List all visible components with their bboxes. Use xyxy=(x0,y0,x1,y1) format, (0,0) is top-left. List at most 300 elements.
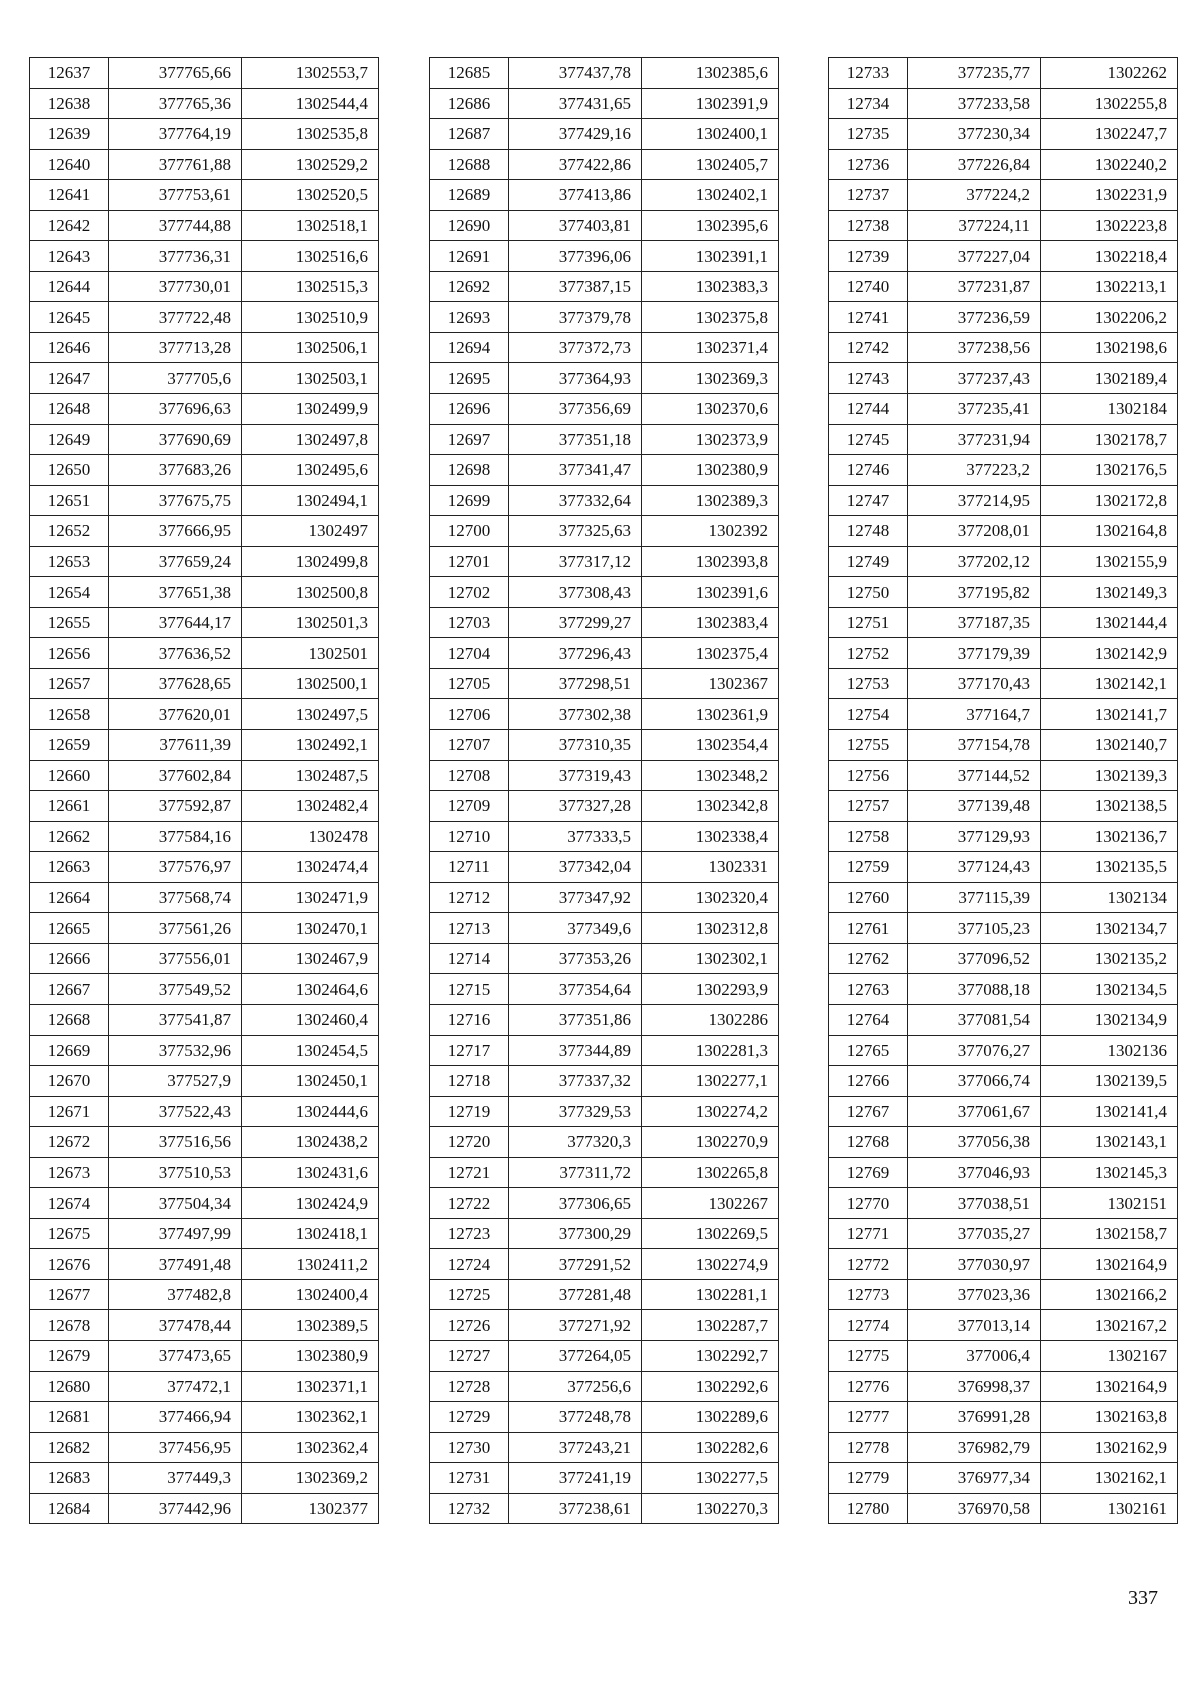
x-coordinate-cell: 377129,93 xyxy=(908,821,1041,852)
point-number-cell: 12780 xyxy=(829,1493,908,1524)
table-row xyxy=(30,88,379,119)
point-number-cell: 12676 xyxy=(30,1249,109,1280)
y-coordinate-cell: 1302139,5 xyxy=(1041,1066,1178,1097)
y-coordinate-cell: 1302231,9 xyxy=(1041,180,1178,211)
x-coordinate-cell: 377584,16 xyxy=(109,821,242,852)
point-number-cell: 12648 xyxy=(30,394,109,425)
point-number-cell: 12688 xyxy=(430,149,509,180)
point-number-cell: 12750 xyxy=(829,577,908,608)
x-coordinate-cell: 377651,38 xyxy=(109,577,242,608)
point-number-cell: 12677 xyxy=(30,1279,109,1310)
x-coordinate-cell: 376977,34 xyxy=(908,1463,1041,1494)
x-coordinate-cell: 377576,97 xyxy=(109,852,242,883)
table-row xyxy=(430,943,779,974)
y-coordinate-cell: 1302287,7 xyxy=(642,1310,779,1341)
y-coordinate-cell: 1302392 xyxy=(642,516,779,547)
point-number-cell: 12723 xyxy=(430,1218,509,1249)
point-number-cell: 12683 xyxy=(30,1463,109,1494)
point-number-cell: 12770 xyxy=(829,1188,908,1219)
x-coordinate-cell: 377076,27 xyxy=(908,1035,1041,1066)
point-number-cell: 12733 xyxy=(829,58,908,89)
y-coordinate-cell: 1302499,9 xyxy=(242,394,379,425)
point-number-cell: 12672 xyxy=(30,1127,109,1158)
y-coordinate-cell: 1302274,9 xyxy=(642,1249,779,1280)
y-coordinate-cell: 1302497,5 xyxy=(242,699,379,730)
point-number-cell: 12652 xyxy=(30,516,109,547)
y-coordinate-cell: 1302166,2 xyxy=(1041,1279,1178,1310)
table-row xyxy=(30,607,379,638)
table-row xyxy=(829,1340,1178,1371)
point-number-cell: 12743 xyxy=(829,363,908,394)
table-row xyxy=(430,1371,779,1402)
y-coordinate-cell: 1302400,4 xyxy=(242,1279,379,1310)
y-coordinate-cell: 1302135,2 xyxy=(1041,943,1178,974)
point-number-cell: 12644 xyxy=(30,271,109,302)
point-number-cell: 12767 xyxy=(829,1096,908,1127)
point-number-cell: 12705 xyxy=(430,668,509,699)
table-row xyxy=(430,760,779,791)
table-row xyxy=(430,699,779,730)
point-number-cell: 12758 xyxy=(829,821,908,852)
y-coordinate-cell: 1302293,9 xyxy=(642,974,779,1005)
table-row xyxy=(430,332,779,363)
table-row xyxy=(829,119,1178,150)
y-coordinate-cell: 1302418,1 xyxy=(242,1218,379,1249)
y-coordinate-cell: 1302138,5 xyxy=(1041,791,1178,822)
x-coordinate-cell: 377491,48 xyxy=(109,1249,242,1280)
table-row xyxy=(430,424,779,455)
point-number-cell: 12755 xyxy=(829,730,908,761)
table-row xyxy=(829,149,1178,180)
table-row xyxy=(829,1310,1178,1341)
x-coordinate-cell: 377396,06 xyxy=(509,241,642,272)
y-coordinate-cell: 1302371,4 xyxy=(642,332,779,363)
table-row xyxy=(30,638,379,669)
x-coordinate-cell: 377761,88 xyxy=(109,149,242,180)
point-number-cell: 12663 xyxy=(30,852,109,883)
x-coordinate-cell: 377527,9 xyxy=(109,1066,242,1097)
table-row xyxy=(829,424,1178,455)
table-row xyxy=(430,607,779,638)
point-number-cell: 12662 xyxy=(30,821,109,852)
y-coordinate-cell: 1302503,1 xyxy=(242,363,379,394)
x-coordinate-cell: 377644,17 xyxy=(109,607,242,638)
y-coordinate-cell: 1302223,8 xyxy=(1041,210,1178,241)
y-coordinate-cell: 1302495,6 xyxy=(242,455,379,486)
table-row xyxy=(30,241,379,272)
point-number-cell: 12714 xyxy=(430,943,509,974)
y-coordinate-cell: 1302139,3 xyxy=(1041,760,1178,791)
table-row xyxy=(829,699,1178,730)
y-coordinate-cell: 1302164,8 xyxy=(1041,516,1178,547)
x-coordinate-cell: 377636,52 xyxy=(109,638,242,669)
x-coordinate-cell: 377522,43 xyxy=(109,1096,242,1127)
x-coordinate-cell: 377387,15 xyxy=(509,271,642,302)
table-row xyxy=(430,1188,779,1219)
table-row xyxy=(829,668,1178,699)
y-coordinate-cell: 1302520,5 xyxy=(242,180,379,211)
y-coordinate-cell: 1302302,1 xyxy=(642,943,779,974)
y-coordinate-cell: 1302142,1 xyxy=(1041,668,1178,699)
x-coordinate-cell: 377753,61 xyxy=(109,180,242,211)
y-coordinate-cell: 1302289,6 xyxy=(642,1402,779,1433)
point-number-cell: 12728 xyxy=(430,1371,509,1402)
point-number-cell: 12768 xyxy=(829,1127,908,1158)
table-row xyxy=(829,1157,1178,1188)
x-coordinate-cell: 377096,52 xyxy=(908,943,1041,974)
point-number-cell: 12759 xyxy=(829,852,908,883)
table-row xyxy=(430,180,779,211)
y-coordinate-cell: 1302464,6 xyxy=(242,974,379,1005)
y-coordinate-cell: 1302184 xyxy=(1041,394,1178,425)
point-number-cell: 12762 xyxy=(829,943,908,974)
x-coordinate-cell: 377237,43 xyxy=(908,363,1041,394)
x-coordinate-cell: 377319,43 xyxy=(509,760,642,791)
x-coordinate-cell: 377187,35 xyxy=(908,607,1041,638)
y-coordinate-cell: 1302164,9 xyxy=(1041,1371,1178,1402)
y-coordinate-cell: 1302389,3 xyxy=(642,485,779,516)
x-coordinate-cell: 377088,18 xyxy=(908,974,1041,1005)
x-coordinate-cell: 377179,39 xyxy=(908,638,1041,669)
table-row xyxy=(430,1004,779,1035)
point-number-cell: 12748 xyxy=(829,516,908,547)
point-number-cell: 12706 xyxy=(430,699,509,730)
y-coordinate-cell: 1302136 xyxy=(1041,1035,1178,1066)
table-row xyxy=(30,1340,379,1371)
x-coordinate-cell: 377327,28 xyxy=(509,791,642,822)
point-number-cell: 12747 xyxy=(829,485,908,516)
x-coordinate-cell: 377349,6 xyxy=(509,913,642,944)
x-coordinate-cell: 377124,43 xyxy=(908,852,1041,883)
y-coordinate-cell: 1302400,1 xyxy=(642,119,779,150)
y-coordinate-cell: 1302371,1 xyxy=(242,1371,379,1402)
point-number-cell: 12685 xyxy=(430,58,509,89)
y-coordinate-cell: 1302142,9 xyxy=(1041,638,1178,669)
point-number-cell: 12665 xyxy=(30,913,109,944)
y-coordinate-cell: 1302140,7 xyxy=(1041,730,1178,761)
point-number-cell: 12684 xyxy=(30,1493,109,1524)
x-coordinate-cell: 377705,6 xyxy=(109,363,242,394)
point-number-cell: 12702 xyxy=(430,577,509,608)
point-number-cell: 12771 xyxy=(829,1218,908,1249)
point-number-cell: 12766 xyxy=(829,1066,908,1097)
y-coordinate-cell: 1302529,2 xyxy=(242,149,379,180)
point-number-cell: 12655 xyxy=(30,607,109,638)
x-coordinate-cell: 377666,95 xyxy=(109,516,242,547)
point-number-cell: 12693 xyxy=(430,302,509,333)
y-coordinate-cell: 1302431,6 xyxy=(242,1157,379,1188)
point-number-cell: 12667 xyxy=(30,974,109,1005)
point-number-cell: 12690 xyxy=(430,210,509,241)
table-row xyxy=(829,577,1178,608)
point-number-cell: 12645 xyxy=(30,302,109,333)
y-coordinate-cell: 1302281,3 xyxy=(642,1035,779,1066)
x-coordinate-cell: 377320,3 xyxy=(509,1127,642,1158)
x-coordinate-cell: 377431,65 xyxy=(509,88,642,119)
x-coordinate-cell: 377081,54 xyxy=(908,1004,1041,1035)
table-row xyxy=(829,1249,1178,1280)
x-coordinate-cell: 377561,26 xyxy=(109,913,242,944)
x-coordinate-cell: 377473,65 xyxy=(109,1340,242,1371)
y-coordinate-cell: 1302282,6 xyxy=(642,1432,779,1463)
point-number-cell: 12754 xyxy=(829,699,908,730)
point-number-cell: 12727 xyxy=(430,1340,509,1371)
x-coordinate-cell: 377230,34 xyxy=(908,119,1041,150)
table-row xyxy=(430,302,779,333)
x-coordinate-cell: 377248,78 xyxy=(509,1402,642,1433)
table-row xyxy=(430,1279,779,1310)
point-number-cell: 12637 xyxy=(30,58,109,89)
point-number-cell: 12749 xyxy=(829,546,908,577)
y-coordinate-cell: 1302286 xyxy=(642,1004,779,1035)
table-row xyxy=(430,730,779,761)
x-coordinate-cell: 377683,26 xyxy=(109,455,242,486)
y-coordinate-cell: 1302395,6 xyxy=(642,210,779,241)
y-coordinate-cell: 1302178,7 xyxy=(1041,424,1178,455)
table-row xyxy=(829,241,1178,272)
y-coordinate-cell: 1302487,5 xyxy=(242,760,379,791)
point-number-cell: 12686 xyxy=(430,88,509,119)
table-row xyxy=(829,852,1178,883)
table-row xyxy=(430,974,779,1005)
x-coordinate-cell: 376998,37 xyxy=(908,1371,1041,1402)
point-number-cell: 12638 xyxy=(30,88,109,119)
table-row xyxy=(30,1035,379,1066)
y-coordinate-cell: 1302383,4 xyxy=(642,607,779,638)
y-coordinate-cell: 1302467,9 xyxy=(242,943,379,974)
point-number-cell: 12712 xyxy=(430,882,509,913)
y-coordinate-cell: 1302213,1 xyxy=(1041,271,1178,302)
point-number-cell: 12659 xyxy=(30,730,109,761)
table-row xyxy=(30,1279,379,1310)
y-coordinate-cell: 1302198,6 xyxy=(1041,332,1178,363)
x-coordinate-cell: 377353,26 xyxy=(509,943,642,974)
y-coordinate-cell: 1302206,2 xyxy=(1041,302,1178,333)
y-coordinate-cell: 1302391,6 xyxy=(642,577,779,608)
point-number-cell: 12765 xyxy=(829,1035,908,1066)
y-coordinate-cell: 1302240,2 xyxy=(1041,149,1178,180)
y-coordinate-cell: 1302369,3 xyxy=(642,363,779,394)
table-row xyxy=(829,821,1178,852)
x-coordinate-cell: 377744,88 xyxy=(109,210,242,241)
table-row xyxy=(30,1004,379,1035)
table-row xyxy=(430,394,779,425)
table-row xyxy=(30,882,379,913)
y-coordinate-cell: 1302141,4 xyxy=(1041,1096,1178,1127)
x-coordinate-cell: 377311,72 xyxy=(509,1157,642,1188)
y-coordinate-cell: 1302501,3 xyxy=(242,607,379,638)
x-coordinate-cell: 377227,04 xyxy=(908,241,1041,272)
table-row xyxy=(829,760,1178,791)
y-coordinate-cell: 1302492,1 xyxy=(242,730,379,761)
point-number-cell: 12689 xyxy=(430,180,509,211)
point-number-cell: 12639 xyxy=(30,119,109,150)
x-coordinate-cell: 377271,92 xyxy=(509,1310,642,1341)
point-number-cell: 12707 xyxy=(430,730,509,761)
table-row xyxy=(430,516,779,547)
table-row xyxy=(430,1493,779,1524)
point-number-cell: 12775 xyxy=(829,1340,908,1371)
y-coordinate-cell: 1302385,6 xyxy=(642,58,779,89)
y-coordinate-cell: 1302373,9 xyxy=(642,424,779,455)
table-row xyxy=(829,546,1178,577)
point-number-cell: 12732 xyxy=(430,1493,509,1524)
y-coordinate-cell: 1302267 xyxy=(642,1188,779,1219)
y-coordinate-cell: 1302500,8 xyxy=(242,577,379,608)
point-number-cell: 12668 xyxy=(30,1004,109,1035)
y-coordinate-cell: 1302506,1 xyxy=(242,332,379,363)
table-row xyxy=(829,1096,1178,1127)
point-number-cell: 12656 xyxy=(30,638,109,669)
y-coordinate-cell: 1302277,5 xyxy=(642,1463,779,1494)
x-coordinate-cell: 377241,19 xyxy=(509,1463,642,1494)
x-coordinate-cell: 377302,38 xyxy=(509,699,642,730)
y-coordinate-cell: 1302391,9 xyxy=(642,88,779,119)
table-row xyxy=(829,1432,1178,1463)
table-row xyxy=(30,1096,379,1127)
point-number-cell: 12703 xyxy=(430,607,509,638)
x-coordinate-cell: 377214,95 xyxy=(908,485,1041,516)
y-coordinate-cell: 1302338,4 xyxy=(642,821,779,852)
point-number-cell: 12730 xyxy=(430,1432,509,1463)
x-coordinate-cell: 377139,48 xyxy=(908,791,1041,822)
y-coordinate-cell: 1302136,7 xyxy=(1041,821,1178,852)
x-coordinate-cell: 377170,43 xyxy=(908,668,1041,699)
coordinate-table-1 xyxy=(29,57,379,1524)
x-coordinate-cell: 377231,87 xyxy=(908,271,1041,302)
x-coordinate-cell: 377291,52 xyxy=(509,1249,642,1280)
x-coordinate-cell: 377510,53 xyxy=(109,1157,242,1188)
x-coordinate-cell: 377224,2 xyxy=(908,180,1041,211)
table-row xyxy=(30,668,379,699)
table-row xyxy=(30,1371,379,1402)
table-row xyxy=(30,730,379,761)
y-coordinate-cell: 1302370,6 xyxy=(642,394,779,425)
table-row xyxy=(30,1402,379,1433)
y-coordinate-cell: 1302474,4 xyxy=(242,852,379,883)
table-row xyxy=(30,1432,379,1463)
point-number-cell: 12649 xyxy=(30,424,109,455)
x-coordinate-cell: 377115,39 xyxy=(908,882,1041,913)
x-coordinate-cell: 377764,19 xyxy=(109,119,242,150)
point-number-cell: 12735 xyxy=(829,119,908,150)
point-number-cell: 12674 xyxy=(30,1188,109,1219)
y-coordinate-cell: 1302383,3 xyxy=(642,271,779,302)
y-coordinate-cell: 1302167 xyxy=(1041,1340,1178,1371)
table-row xyxy=(30,1066,379,1097)
y-coordinate-cell: 1302164,9 xyxy=(1041,1249,1178,1280)
coordinate-table-3 xyxy=(828,57,1178,1524)
x-coordinate-cell: 377429,16 xyxy=(509,119,642,150)
y-coordinate-cell: 1302312,8 xyxy=(642,913,779,944)
table-row xyxy=(30,1218,379,1249)
point-number-cell: 12744 xyxy=(829,394,908,425)
table-row xyxy=(430,852,779,883)
y-coordinate-cell: 1302501 xyxy=(242,638,379,669)
y-coordinate-cell: 1302478 xyxy=(242,821,379,852)
table-row xyxy=(30,424,379,455)
point-number-cell: 12778 xyxy=(829,1432,908,1463)
point-number-cell: 12709 xyxy=(430,791,509,822)
y-coordinate-cell: 1302135,5 xyxy=(1041,852,1178,883)
x-coordinate-cell: 377035,27 xyxy=(908,1218,1041,1249)
point-number-cell: 12666 xyxy=(30,943,109,974)
y-coordinate-cell: 1302411,2 xyxy=(242,1249,379,1280)
x-coordinate-cell: 377602,84 xyxy=(109,760,242,791)
table-row xyxy=(30,791,379,822)
table-row xyxy=(30,332,379,363)
point-number-cell: 12664 xyxy=(30,882,109,913)
point-number-cell: 12751 xyxy=(829,607,908,638)
point-number-cell: 12654 xyxy=(30,577,109,608)
point-number-cell: 12643 xyxy=(30,241,109,272)
x-coordinate-cell: 377105,23 xyxy=(908,913,1041,944)
table-row xyxy=(829,638,1178,669)
point-number-cell: 12657 xyxy=(30,668,109,699)
y-coordinate-cell: 1302151 xyxy=(1041,1188,1178,1219)
point-number-cell: 12681 xyxy=(30,1402,109,1433)
y-coordinate-cell: 1302320,4 xyxy=(642,882,779,913)
table-row xyxy=(30,1157,379,1188)
x-coordinate-cell: 377317,12 xyxy=(509,546,642,577)
x-coordinate-cell: 377497,99 xyxy=(109,1218,242,1249)
point-number-cell: 12704 xyxy=(430,638,509,669)
point-number-cell: 12640 xyxy=(30,149,109,180)
point-number-cell: 12694 xyxy=(430,332,509,363)
x-coordinate-cell: 377238,61 xyxy=(509,1493,642,1524)
y-coordinate-cell: 1302134,9 xyxy=(1041,1004,1178,1035)
y-coordinate-cell: 1302362,1 xyxy=(242,1402,379,1433)
point-number-cell: 12763 xyxy=(829,974,908,1005)
y-coordinate-cell: 1302155,9 xyxy=(1041,546,1178,577)
y-coordinate-cell: 1302454,5 xyxy=(242,1035,379,1066)
x-coordinate-cell: 377356,69 xyxy=(509,394,642,425)
y-coordinate-cell: 1302331 xyxy=(642,852,779,883)
coordinate-table-body xyxy=(430,58,779,1524)
table-row xyxy=(430,1096,779,1127)
table-row xyxy=(430,271,779,302)
x-coordinate-cell: 377713,28 xyxy=(109,332,242,363)
table-row xyxy=(30,577,379,608)
x-coordinate-cell: 377628,65 xyxy=(109,668,242,699)
table-row xyxy=(430,58,779,89)
table-row xyxy=(829,791,1178,822)
point-number-cell: 12708 xyxy=(430,760,509,791)
table-row xyxy=(430,1218,779,1249)
y-coordinate-cell: 1302143,1 xyxy=(1041,1127,1178,1158)
point-number-cell: 12764 xyxy=(829,1004,908,1035)
table-row xyxy=(829,882,1178,913)
y-coordinate-cell: 1302162,9 xyxy=(1041,1432,1178,1463)
x-coordinate-cell: 377256,6 xyxy=(509,1371,642,1402)
y-coordinate-cell: 1302518,1 xyxy=(242,210,379,241)
y-coordinate-cell: 1302141,7 xyxy=(1041,699,1178,730)
y-coordinate-cell: 1302158,7 xyxy=(1041,1218,1178,1249)
x-coordinate-cell: 377730,01 xyxy=(109,271,242,302)
table-row xyxy=(30,485,379,516)
x-coordinate-cell: 377504,34 xyxy=(109,1188,242,1219)
table-row xyxy=(829,1188,1178,1219)
table-row xyxy=(829,913,1178,944)
x-coordinate-cell: 377541,87 xyxy=(109,1004,242,1035)
y-coordinate-cell: 1302361,9 xyxy=(642,699,779,730)
x-coordinate-cell: 377144,52 xyxy=(908,760,1041,791)
x-coordinate-cell: 377066,74 xyxy=(908,1066,1041,1097)
y-coordinate-cell: 1302247,7 xyxy=(1041,119,1178,150)
x-coordinate-cell: 377403,81 xyxy=(509,210,642,241)
x-coordinate-cell: 377532,96 xyxy=(109,1035,242,1066)
x-coordinate-cell: 377422,86 xyxy=(509,149,642,180)
